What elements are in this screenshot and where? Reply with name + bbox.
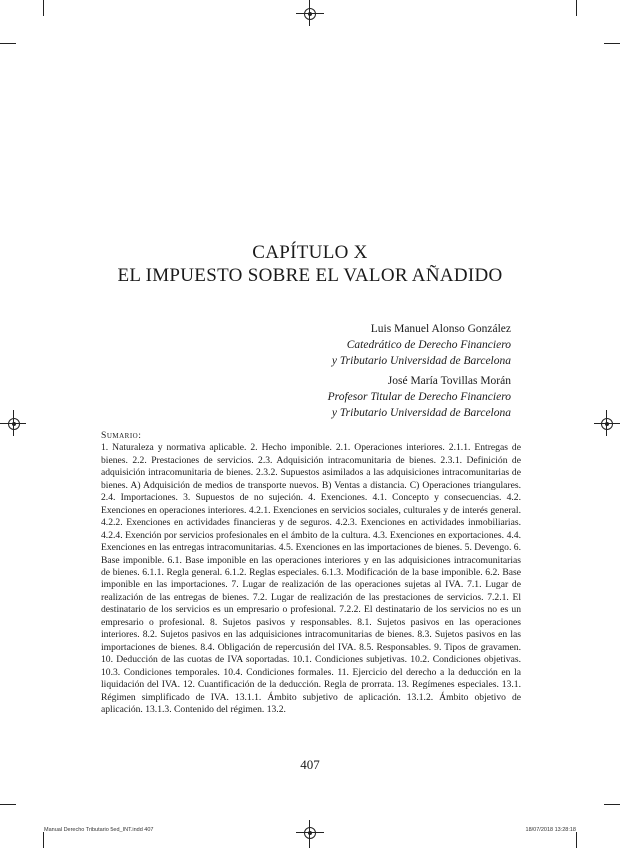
crop-mark (0, 804, 16, 805)
authors (328, 321, 511, 425)
author-block (328, 321, 511, 369)
chapter-title (0, 241, 620, 287)
author-role: Catedrático de Derecho Financiero (346, 339, 511, 351)
author-affiliation: y Tributario Universidad de Barcelona (331, 407, 511, 419)
author-role: Profesor Titular de Derecho Financiero (327, 391, 511, 403)
author-affiliation: y Tributario Universidad de Barcelona (331, 355, 511, 367)
crop-mark (576, 0, 577, 16)
author-name: José María Tovillas Morán (387, 375, 511, 387)
author-block (328, 373, 511, 421)
crop-mark (576, 832, 577, 848)
footer-timestamp: 18/07/2018 13:28:18 (525, 827, 576, 833)
crop-mark (604, 43, 620, 44)
author-name: Luis Manuel Alonso González (370, 323, 511, 335)
summary (101, 430, 521, 716)
footer-file-info: Manual Derecho Tributario 5ed_INT.indd 407 (44, 827, 154, 833)
crop-mark (0, 43, 16, 44)
crop-mark (43, 0, 44, 16)
chapter-number: CAPÍTULO X (252, 242, 368, 263)
page-number: 407 (300, 757, 320, 772)
crop-mark (43, 832, 44, 848)
summary-heading: Sumario: (101, 430, 142, 441)
summary-text: 1. Naturaleza y normativa aplicable. 2. Hecho imponible. 2.1. Operaciones interiores. 2.1.1. Entregas de bienes. 2.2. Prestaciones de servicios. 2.3. Adquisición intracomunitaria de bienes. 2.3.1. Definición de adquisición intracomunitaria de bienes. 2.3.2. Supuestos asimilados a las adquisiciones intracomunitarias de bienes. A) Adquisición de medios de transporte nuevos. B) Ventas a distancia. C) Operaciones triangulares. 2.4. Importaciones. 3. Supuestos de no sujeción. 4. Exenciones. 4.1. Concepto y consecuencias. 4.2. Exenciones en operaciones interiores. 4.2.1. Exenciones en servicios sociales, culturales y de interés general. 4.2.2. Exenciones en actividades financieras y de seguros. 4.2.3. Exenciones en actividades inmobiliarias. 4.2.4. Exención por servicios profesionales en el ámbito de la cultura. 4.3. Exenciones en exportaciones. 4.4. Exenciones en las entregas intracomunitarias. 4.5. Exenciones en las importaciones de bienes. 5. Devengo. 6. Base imponible. 6.1. Base imponible en las operaciones interiores y en las adquisiciones intracomunitarias de bienes. 6.1.1. Regla general. 6.1.2. Reglas especiales. 6.1.3. Modificación de la base imponible. 6.2. Base imponible en las importaciones. 7. Lugar de realización de las operaciones sujetas al IVA. 7.1. Lugar de realización de las entregas de bienes. 7.2. Lugar de realización de las prestaciones de servicios. 7.2.1. El destinatario de los servicios es un empresario o profesional. 7.2.2. El destinatario de los servicios no es un empresario o profesional. 8. Sujetos pasivos y responsables. 8.1. Sujetos pasivos en las operaciones interiores. 8.2. Sujetos pasivos en las adquisiciones intracomunitarias de bienes. 8.3. Sujetos pasivos en las importaciones de bienes. 8.4. Obligación de repercusión del IVA. 8.5. Responsables. 9. Tipos de gravamen. 10. Deducción de las cuotas de IVA soportadas. 10.1. Condiciones subjetivas. 10.2. Condiciones objetivas. 10.3. Condiciones temporales. 10.4. Condiciones formales. 11. Ejercicio del derecho a la deducción en la liquidación del IVA. 12. Cuantificación de la deducción. Regla de prorrata. 13. Regímenes especiales. 13.1. Régimen simplificado de IVA. 13.1.1. Ámbito subjetivo de aplicación. 13.1.2. Ámbito objetivo de aplicación. 13.1.3. Contenido del régimen. 13.2. (101, 442, 521, 715)
chapter-heading: EL IMPUESTO SOBRE EL VALOR AÑADIDO (117, 265, 503, 286)
crop-mark (604, 804, 620, 805)
